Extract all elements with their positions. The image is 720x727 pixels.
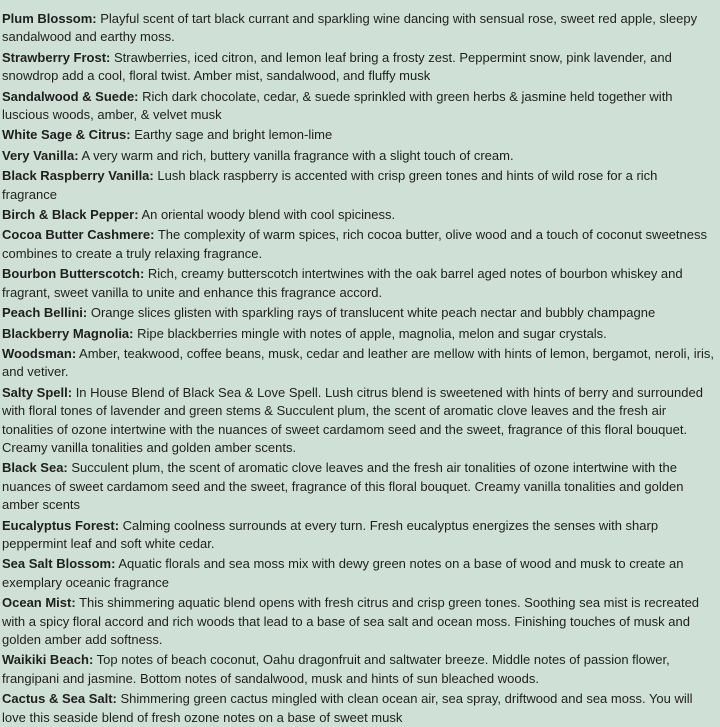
fragrance-description: The complexity of warm spices, rich cocoa butter, olive wood and a touch of coconut sweetness combines to create a truly relaxing fragrance. [2, 227, 707, 261]
fragrance-description: An oriental woody blend with cool spiciness. [138, 207, 396, 223]
fragrance-entry-ocean-mist [2, 594, 714, 649]
fragrance-name: Plum Blossom: [2, 11, 97, 26]
fragrance-description: Ripe blackberries mingle with notes of apple, magnolia, melon and sugar crystals. [133, 325, 607, 341]
fragrance-entry-eucalyptus-forest [2, 517, 714, 554]
fragrance-name: Cocoa Butter Cashmere: [2, 227, 155, 243]
fragrance-name: Bourbon Butterscotch: [2, 266, 145, 282]
fragrance-entry-plum-blossom [2, 10, 714, 47]
fragrance-entry-peach-bellini [2, 304, 714, 322]
fragrance-entry-cactus-sea-salt [2, 690, 714, 727]
fragrance-name: Birch & Black Pepper: [2, 207, 139, 223]
fragrance-name: Cactus & Sea Salt: [2, 691, 117, 707]
fragrance-name: Peach Bellini: [2, 305, 88, 321]
fragrance-name: Sea Salt Blossom: [2, 556, 116, 572]
fragrance-description: Strawberries, iced citron, and lemon leaf bring a frosty zest. Peppermint snow, pink lavender, and snowdrop add a cool, floral twist. Amber mist, sandalwood, and fluffy musk [2, 49, 672, 84]
fragrance-name: Ocean Mist: [2, 595, 76, 611]
fragrance-description: Orange slices glisten with sparkling rays of translucent white peach nectar and bubbly champagne [87, 305, 656, 321]
fragrance-name: Strawberry Frost: [2, 49, 111, 65]
fragrance-description: Succulent plum, the scent of aromatic clove leaves and the fresh air tonalities of ozone intertwine with the nuances of sweet cardamom seed and the sweet, fragrance of this floral bouquet. Creamy vanilla tonalities and golden amber scents [2, 460, 684, 513]
fragrance-entry-black-sea [2, 459, 714, 514]
fragrance-entry-waikiki-beach [2, 651, 714, 688]
fragrance-entry-salty-spell [2, 384, 714, 458]
fragrance-entry-strawberry-frost [2, 49, 714, 86]
fragrance-description: Shimmering green cactus mingled with clean ocean air, sea spray, driftwood and sea moss. You will love this seaside blend of fresh ozone notes on a base of sweet musk [2, 691, 693, 725]
fragrance-entry-sandalwood-suede [2, 88, 714, 125]
fragrance-name: Salty Spell: [2, 384, 73, 400]
fragrance-entry-woodsman [2, 345, 714, 382]
fragrance-description: Calming coolness surrounds at every turn. Fresh eucalyptus energizes the senses with sharp peppermint leaf and soft white cedar. [2, 517, 659, 551]
fragrance-entry-birch-black-pepper [2, 206, 714, 224]
fragrance-name: Black Sea: [2, 460, 68, 476]
fragrance-description: Lush black raspberry is accented with crisp green tones and hints of wild rose for a rich fragrance [2, 168, 658, 202]
fragrance-entry-sea-salt-blossom [2, 555, 714, 592]
fragrance-description: Amber, teakwood, coffee beans, musk, cedar and leather are mellow with hints of lemon, bergamot, neroli, iris, and vetiver. [2, 345, 714, 380]
fragrance-description: A very warm and rich, buttery vanilla fragrance with a slight touch of cream. [78, 147, 514, 163]
fragrance-name: White Sage & Citrus: [2, 127, 131, 143]
fragrance-name: Blackberry Magnolia: [2, 325, 134, 341]
fragrance-entry-very-vanilla [2, 147, 714, 165]
fragrance-description: Earthy sage and bright lemon-lime [130, 127, 333, 143]
fragrance-description: Top notes of beach coconut, Oahu dragonfruit and saltwater breeze. Middle notes of passion flower, frangipani and jasmine. Bottom notes of sandalwood, musk and hints of sun bleached woods. [2, 652, 670, 686]
fragrance-entry-white-sage-citrus [2, 126, 714, 144]
fragrance-entry-blackberry-magnolia [2, 325, 714, 343]
fragrance-entry-cocoa-butter-cashmere [2, 226, 714, 263]
fragrance-description: In House Blend of Black Sea & Love Spell. Lush citrus blend is sweetened with hints of berry and surrounded with floral tones of lavender and green stems & Succulent plum, the scent of aromatic clove leaves and the fresh air tonalities of ozone intertwine with the nuances of sweet cardamom seed and the sweet, fragrance of this floral bouquet. Creamy vanilla tonalities and golden amber scents. [2, 384, 703, 455]
fragrance-description: Playful scent of tart black currant and sparkling wine dancing with sensual rose, sweet red apple, sleepy sandalwood and earthy moss. [2, 11, 698, 45]
fragrance-name: Black Raspberry Vanilla: [2, 168, 154, 184]
fragrance-description: This shimmering aquatic blend opens with fresh citrus and crisp green tones. Soothing sea mist is recreated with a spicy floral accord and rich woods that lead to a base of sea salt and ocean moss. Finishing touches of musk and golden amber add softness. [2, 595, 700, 647]
fragrance-name: Waikiki Beach: [2, 652, 94, 668]
fragrance-name: Eucalyptus Forest: [2, 517, 120, 533]
fragrance-entry-bourbon-butterscotch [2, 265, 714, 302]
fragrance-name: Sandalwood & Suede: [2, 88, 139, 104]
fragrance-description: Rich dark chocolate, cedar, & suede sprinkled with green herbs & jasmine held together with luscious woods, amber, & velvet musk [2, 88, 673, 123]
fragrance-entry-black-raspberry-vanilla [2, 167, 714, 204]
fragrance-name: Very Vanilla: [2, 147, 79, 163]
fragrance-description: Rich, creamy butterscotch intertwines with the oak barrel aged notes of bourbon whiskey and fragrant, sweet vanilla to unite and enhance this fragrance accord. [2, 266, 683, 300]
fragrance-description: Aquatic florals and sea moss mix with dewy green notes on a base of wood and musk to create an exemplary oceanic fragrance [2, 556, 684, 590]
fragrance-name: Woodsman: [2, 345, 77, 361]
